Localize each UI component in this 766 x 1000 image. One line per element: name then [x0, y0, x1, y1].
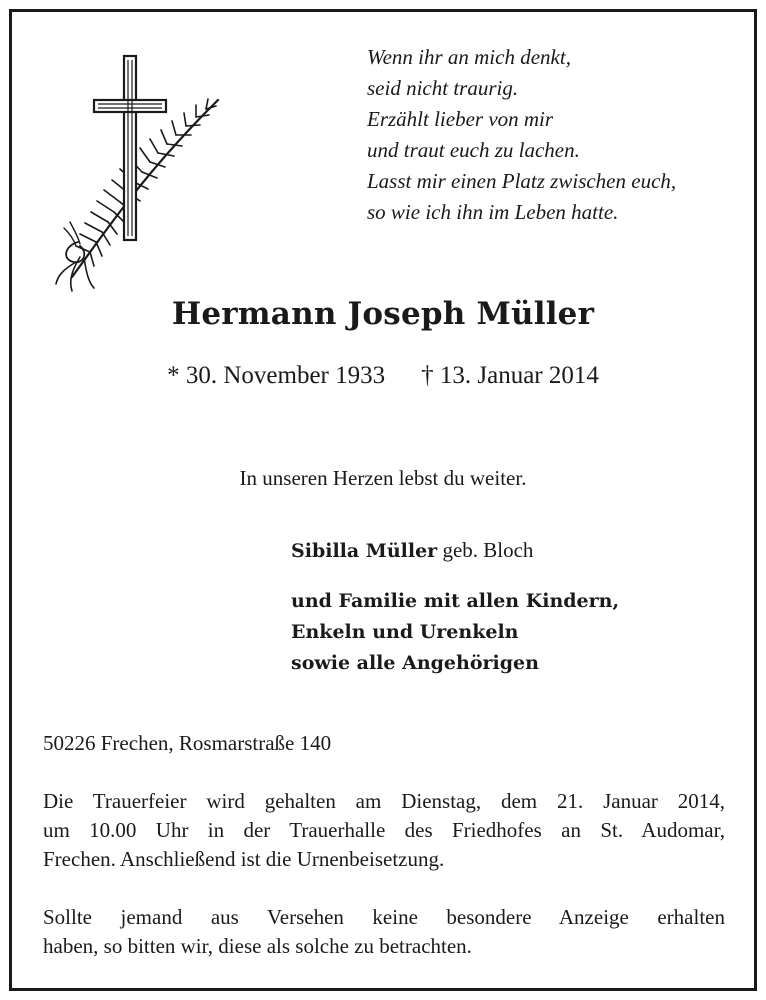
- poem-line: Erzählt lieber von mir: [367, 107, 554, 131]
- spouse-name: Sibilla Müller: [291, 540, 438, 562]
- notice-paragraph: [43, 903, 725, 961]
- spouse-signature: [291, 535, 533, 567]
- poem-line: so wie ich ihn im Leben hatte.: [367, 200, 619, 224]
- poem-line: Wenn ihr an mich denkt,: [367, 45, 571, 69]
- ceremony-line: Die Trauerfeier wird gehalten am Dienstag, dem 21. Januar 2014,: [43, 789, 725, 813]
- ceremony-line: um 10.00 Uhr in der Trauerhalle des Friedhofes an St. Audomar,: [43, 818, 725, 842]
- life-dates: [0, 362, 766, 390]
- death-date: † 13. Januar 2014: [421, 362, 599, 389]
- poem-line: Lasst mir einen Platz zwischen euch,: [367, 169, 677, 193]
- family-signature: [291, 586, 619, 679]
- birth-date: * 30. November 1933: [167, 362, 386, 389]
- poem-line: seid nicht traurig.: [367, 76, 519, 100]
- ceremony-line: Frechen. Anschließend ist die Urnenbeisetzung.: [43, 847, 445, 871]
- family-line: sowie alle Angehörigen: [291, 652, 539, 674]
- address: 50226 Frechen, Rosmarstraße 140: [43, 731, 332, 755]
- spouse-maiden-name: geb. Bloch: [437, 538, 534, 562]
- poem-line: und traut euch zu lachen.: [367, 138, 580, 162]
- poem: [367, 42, 737, 228]
- notice-line: haben, so bitten wir, diese als solche zu betrachten.: [43, 934, 472, 958]
- deceased-name: Hermann Joseph Müller: [171, 296, 595, 332]
- notice-line: Sollte jemand aus Versehen keine besondere Anzeige erhalten: [43, 905, 725, 929]
- cross-with-palm-branch-icon: [50, 52, 225, 312]
- family-line: und Familie mit allen Kindern,: [291, 590, 620, 612]
- family-line: Enkeln und Urenkeln: [291, 621, 519, 643]
- ceremony-paragraph: [43, 787, 725, 874]
- motto: In unseren Herzen lebst du weiter.: [239, 466, 527, 490]
